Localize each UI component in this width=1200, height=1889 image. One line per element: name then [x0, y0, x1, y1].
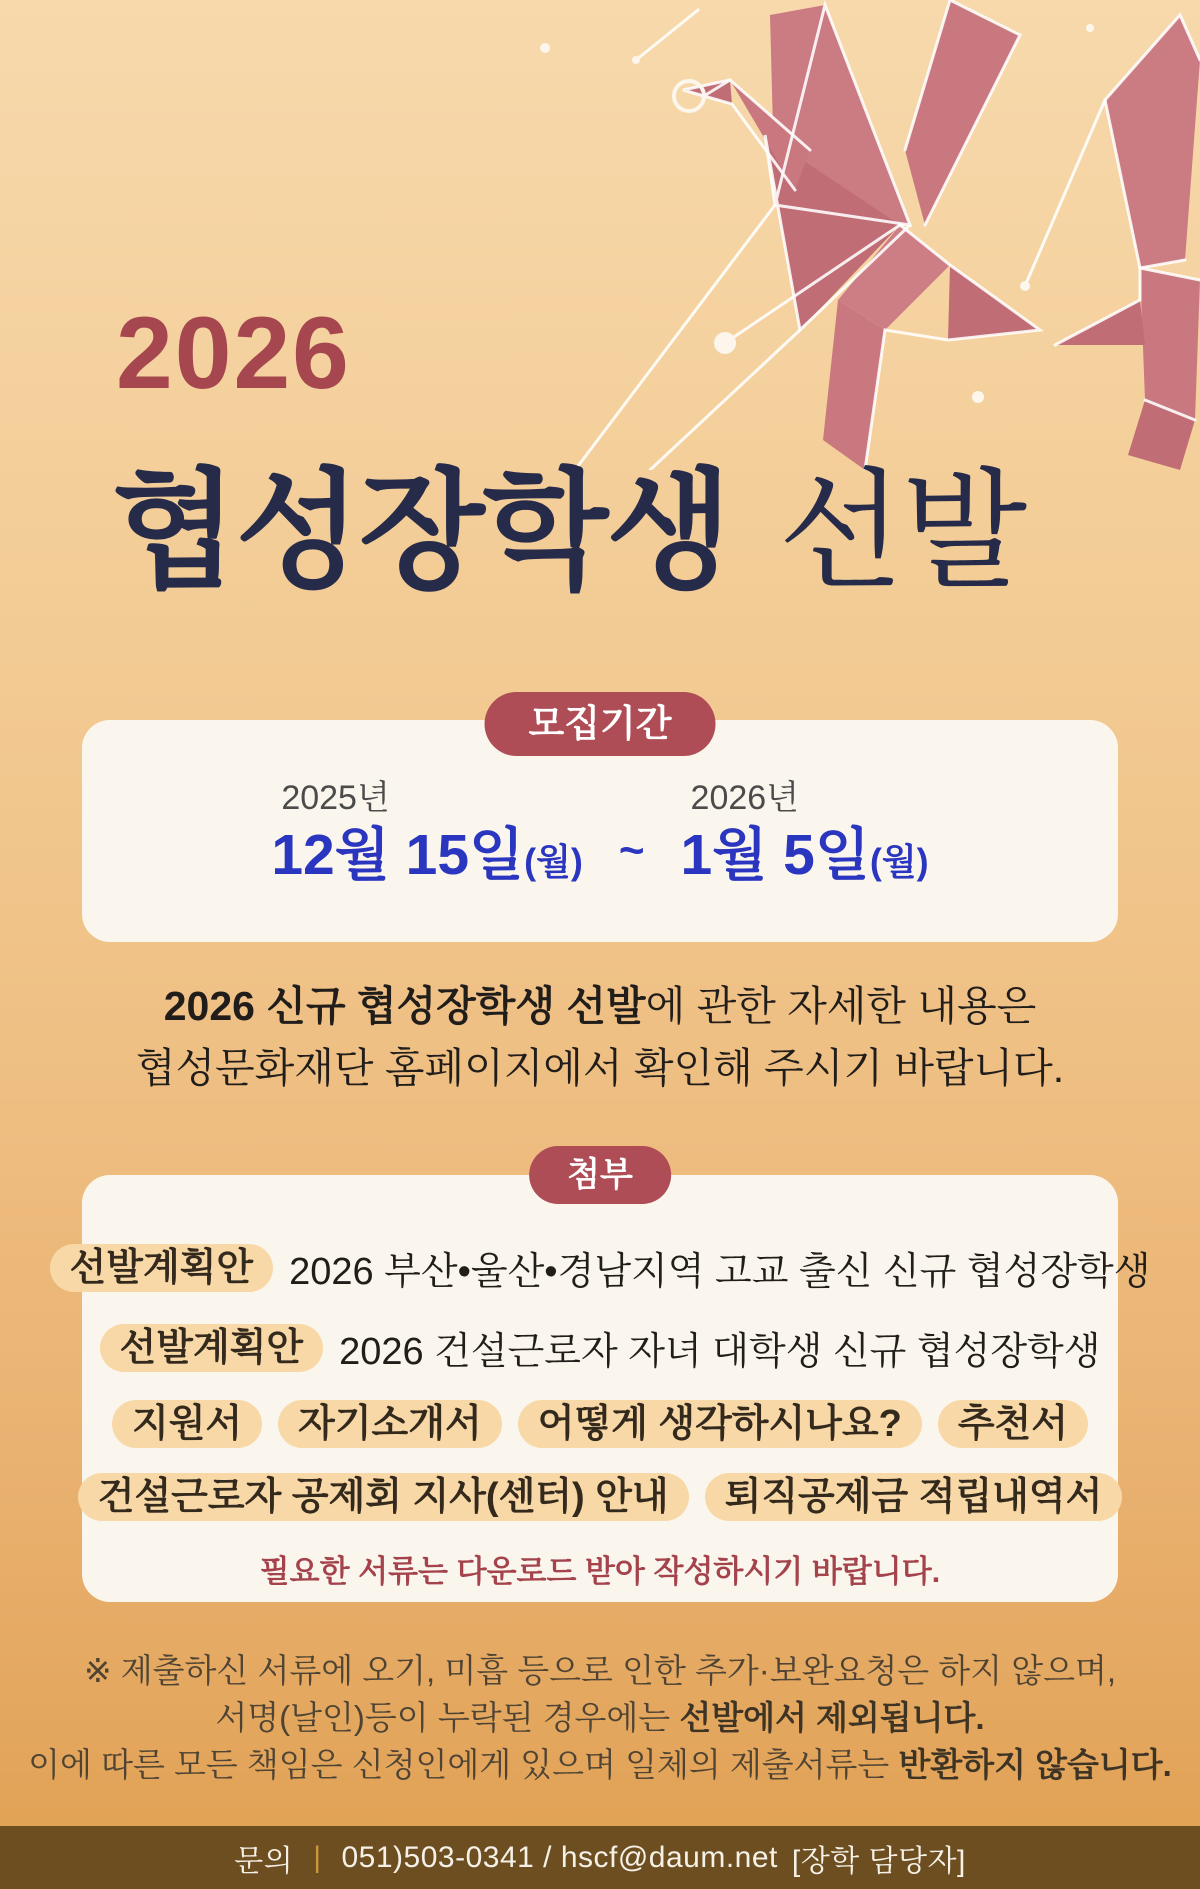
contact-label: 문의	[234, 1844, 294, 1878]
attachment-tag-essay: 어떻게 생각하시나요?	[518, 1400, 922, 1448]
period-tilde: ~	[618, 826, 645, 875]
disclaimer-line2-regular: 서명(날인)등이 누락된 경우에는	[215, 1698, 680, 1736]
period-start-date	[271, 823, 583, 887]
attachment-tag-center-guide: 건설근로자 공제회 지사(센터) 안내	[78, 1473, 689, 1521]
attachment-text-plan1: 2026 부산•울산•경남지역 고교 출신 신규 협성장학생	[289, 1251, 1151, 1293]
attachment-tag-plan2: 선발계획안	[100, 1324, 324, 1372]
period-start-day: (월)	[524, 841, 583, 882]
homepage-notice-line2: 협성문화재단 홈페이지에서 확인해 주시기 바랍니다.	[135, 1044, 1065, 1091]
period-start-block	[271, 770, 583, 887]
period-end-block	[680, 770, 929, 887]
facet-lines	[575, 0, 1200, 470]
period-end-year: 2026년	[690, 779, 800, 817]
attachment-tag-recommendation: 추천서	[938, 1400, 1088, 1448]
period-end-date-text: 1월 5일	[680, 823, 870, 887]
disclaimer-line2	[0, 1695, 1200, 1742]
contact-separator: |	[313, 1840, 322, 1874]
poster-title-main: 협성장학생	[112, 458, 730, 604]
period-end-date	[680, 823, 929, 887]
homepage-notice-line1-rest: 에 관한 자세한 내용은	[645, 983, 1037, 1029]
attachment-tag-self-intro: 자기소개서	[278, 1400, 502, 1448]
poster-title	[112, 452, 1025, 611]
left-crane	[683, 0, 1040, 470]
contact-footer-bar	[0, 1826, 1200, 1889]
disclaimer-line3	[0, 1742, 1200, 1789]
attachment-row	[82, 1400, 1118, 1448]
recruit-period-badge: 모집기간	[485, 692, 716, 756]
attachment-tag-deposit-statement: 퇴직공제금 적립내역서	[705, 1473, 1123, 1521]
poster-year: 2026	[116, 296, 351, 410]
period-start-year: 2025년	[281, 779, 390, 817]
attachments-badge: 첨부	[529, 1146, 671, 1204]
homepage-notice-line1-bold: 2026 신규 협성장학생 선발	[163, 983, 646, 1029]
disclaimer-line3-regular: 이에 따른 모든 책임은 신청인에게 있으며 일체의 제출서류는	[28, 1745, 899, 1783]
right-crane	[1055, 15, 1200, 470]
disclaimer-line3-bold: 반환하지 않습니다.	[898, 1745, 1172, 1783]
poster-title-sub: 선발	[778, 458, 1026, 604]
homepage-notice-line1	[0, 976, 1200, 1038]
period-start-date-text: 12월 15일	[271, 823, 525, 887]
download-note: 필요한 서류는 다운로드 받아 작성하시기 바랍니다.	[259, 1554, 941, 1589]
disclaimer-line1: ※ 제출하신 서류에 오기, 미흡 등으로 인한 추가·보완요청은 하지 않으며,	[83, 1652, 1117, 1689]
attachment-row	[82, 1473, 1118, 1521]
attachment-tag-application: 지원서	[112, 1400, 262, 1448]
disclaimer	[0, 1648, 1200, 1789]
homepage-notice	[0, 976, 1200, 1099]
attachment-row	[82, 1320, 1118, 1375]
disclaimer-line2-bold: 선발에서 제외됩니다.	[679, 1698, 985, 1736]
contact-person: [장학 담당자]	[791, 1844, 966, 1878]
attachment-tag-plan1: 선발계획안	[50, 1244, 274, 1292]
contact-info: 051)503-0341 / hscf@daum.net	[341, 1840, 778, 1874]
attachment-text-plan2: 2026 건설근로자 자녀 대학생 신규 협성장학생	[339, 1331, 1101, 1373]
attachment-row	[69, 1240, 1151, 1295]
attachments-list	[69, 1175, 1151, 1591]
origami-crane-decoration	[480, 0, 1200, 470]
period-end-day: (월)	[869, 841, 929, 882]
attachments-card	[69, 1175, 1151, 1602]
